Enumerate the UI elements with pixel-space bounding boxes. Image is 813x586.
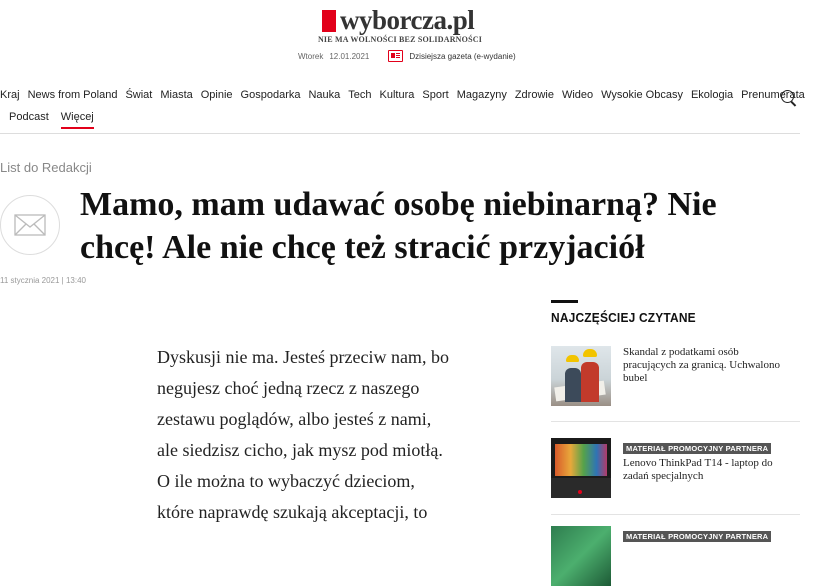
letter-badge (0, 195, 60, 255)
current-day: Wtorek (298, 51, 324, 61)
most-read-item-content (623, 438, 793, 498)
most-read-item[interactable] (551, 346, 793, 406)
body-line: ale siedzisz cicho, jak mysz pod miotłą. (157, 440, 443, 460)
dateline (298, 50, 516, 62)
current-date: 12.01.2021 (329, 51, 370, 61)
most-read-item-title[interactable]: Skandal z podatkami osób pracujących za granicą. Uchwalono bubel (623, 346, 780, 384)
nav-item-kraj[interactable]: Kraj (0, 89, 20, 101)
nav-item-tech[interactable]: Tech (348, 89, 372, 101)
body-line: Dyskusji nie ma. Jesteś przeciw nam, bo (157, 347, 449, 367)
body-line: które naprawdę szukają akceptacji, to (157, 502, 428, 522)
nav-item-news-from-poland[interactable]: News from Poland (27, 89, 118, 101)
article-thumbnail[interactable] (551, 438, 611, 498)
nav-item-gospodarka[interactable]: Gospodarka (240, 89, 301, 101)
logo-text: wyborcza.pl (340, 5, 475, 35)
nav-item-swiat[interactable]: Świat (125, 89, 153, 101)
nav-item-podcast[interactable]: Podcast (9, 111, 49, 123)
sidebar-divider (551, 514, 800, 515)
article-thumbnail[interactable] (551, 526, 611, 586)
article-title: Mamo, mam udawać osobę niebinarną? Nie chcę! Ale nie chcę też stracić przyjaciół (80, 186, 717, 266)
article-thumbnail[interactable] (551, 346, 611, 406)
nav-item-wiecej[interactable]: Więcej (60, 111, 94, 123)
nav-item-wysokie-obcasy[interactable]: Wysokie Obcasy (601, 89, 683, 101)
nav-item-wideo[interactable]: Wideo (561, 89, 594, 101)
body-line: zestawu poglądów, albo jesteś z nami, (157, 409, 432, 429)
nav-item-miasta[interactable]: Miasta (160, 89, 193, 101)
sidebar-accent (551, 300, 578, 303)
most-read-item-title[interactable]: Lenovo ThinkPad T14 - laptop do zadań specjalnych (623, 457, 773, 482)
newspaper-icon[interactable] (388, 50, 403, 62)
most-read-item[interactable] (551, 526, 771, 586)
logo-mark (322, 10, 336, 32)
sidebar-title: NAJCZĘŚCIEJ CZYTANE (551, 310, 696, 325)
article-category[interactable]: List do Redakcji (0, 160, 92, 175)
article-meta: 11 stycznia 2021 | 13:40 (0, 276, 86, 285)
article-body (157, 342, 517, 528)
nav-divider (0, 133, 800, 134)
nav-item-magazyny[interactable]: Magazyny (456, 89, 507, 101)
body-line: O ile można to wybaczyć dzieciom, (157, 471, 415, 491)
site-header (0, 0, 800, 80)
nav-item-ekologia[interactable]: Ekologia (690, 89, 734, 101)
nav-item-nauka[interactable]: Nauka (308, 89, 341, 101)
most-read-item-content (623, 526, 771, 586)
enews-link[interactable]: Dzisiejsza gazeta (e-wydanie) (409, 51, 516, 61)
site-tagline: NIE MA WOLNOŚCI BEZ SOLIDARNOŚCI (317, 35, 483, 44)
search-icon[interactable] (781, 90, 794, 103)
nav-item-kultura[interactable]: Kultura (379, 89, 415, 101)
most-read-item[interactable] (551, 438, 793, 498)
nav-row-secondary (9, 111, 106, 123)
sidebar-divider (551, 421, 800, 422)
envelope-icon (14, 214, 46, 236)
promo-badge: MATERIAŁ PROMOCYJNY PARTNERA (623, 531, 771, 542)
nav-item-prenumerata[interactable]: Prenumerata (741, 89, 805, 101)
nav-item-sport[interactable]: Sport (422, 89, 449, 101)
nav-item-zdrowie[interactable]: Zdrowie (514, 89, 554, 101)
site-logo[interactable] (322, 5, 474, 36)
most-read-sidebar (551, 300, 800, 541)
promo-badge: MATERIAŁ PROMOCYJNY PARTNERA (623, 443, 771, 454)
nav-row-primary (0, 89, 813, 101)
body-line: negujesz choć jedną rzecz z naszego (157, 378, 420, 398)
nav-item-opinie[interactable]: Opinie (200, 89, 233, 101)
